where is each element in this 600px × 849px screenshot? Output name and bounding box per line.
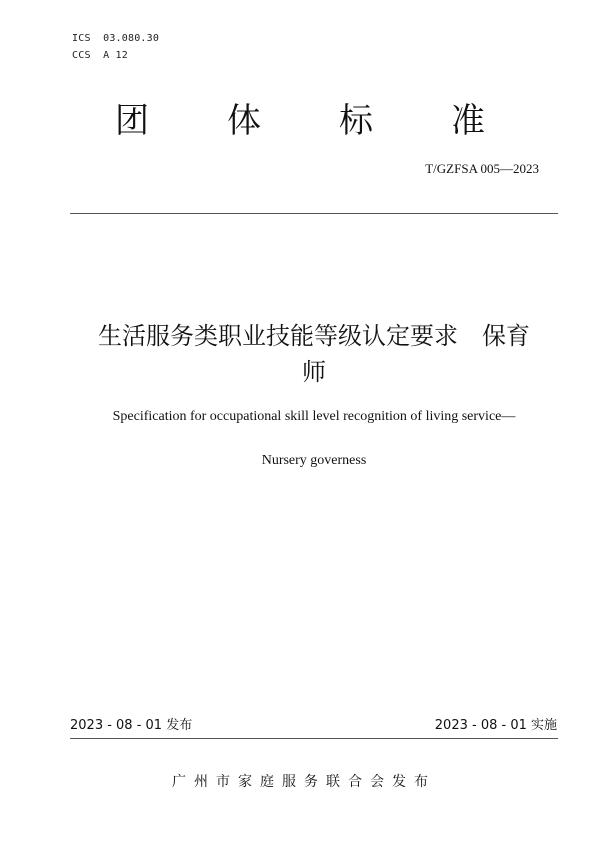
top-divider [70,213,558,214]
chinese-title-line-1: 生活服务类职业技能等级认定要求 保育 [98,322,530,350]
english-title-line-1: Specification for occupational skill level recognition of living service— [112,409,516,424]
heading-char-3: 标 [339,101,373,141]
standard-type-heading [0,92,600,150]
ccs-code: CCS A 12 [72,50,128,61]
classification-codes [72,30,159,64]
standard-code: T/GZFSA 005—2023 [425,161,539,176]
implementation-date: 2023 - 08 - 01 实施 [434,718,557,733]
chinese-title-line-2: 师 [302,358,326,386]
heading-char-4: 准 [451,101,485,141]
publish-date: 2023 - 08 - 01 发布 [70,718,193,733]
heading-char-1: 团 [115,101,149,141]
ics-code: ICS 03.080.30 [72,33,160,44]
english-title [70,407,558,471]
heading-char-2: 体 [227,101,261,141]
english-title-line-2: Nursery governess [261,453,367,468]
chinese-title [70,318,558,390]
publisher-name: 广州市家庭服务联合会发布 [172,774,436,790]
bottom-divider [70,738,558,739]
